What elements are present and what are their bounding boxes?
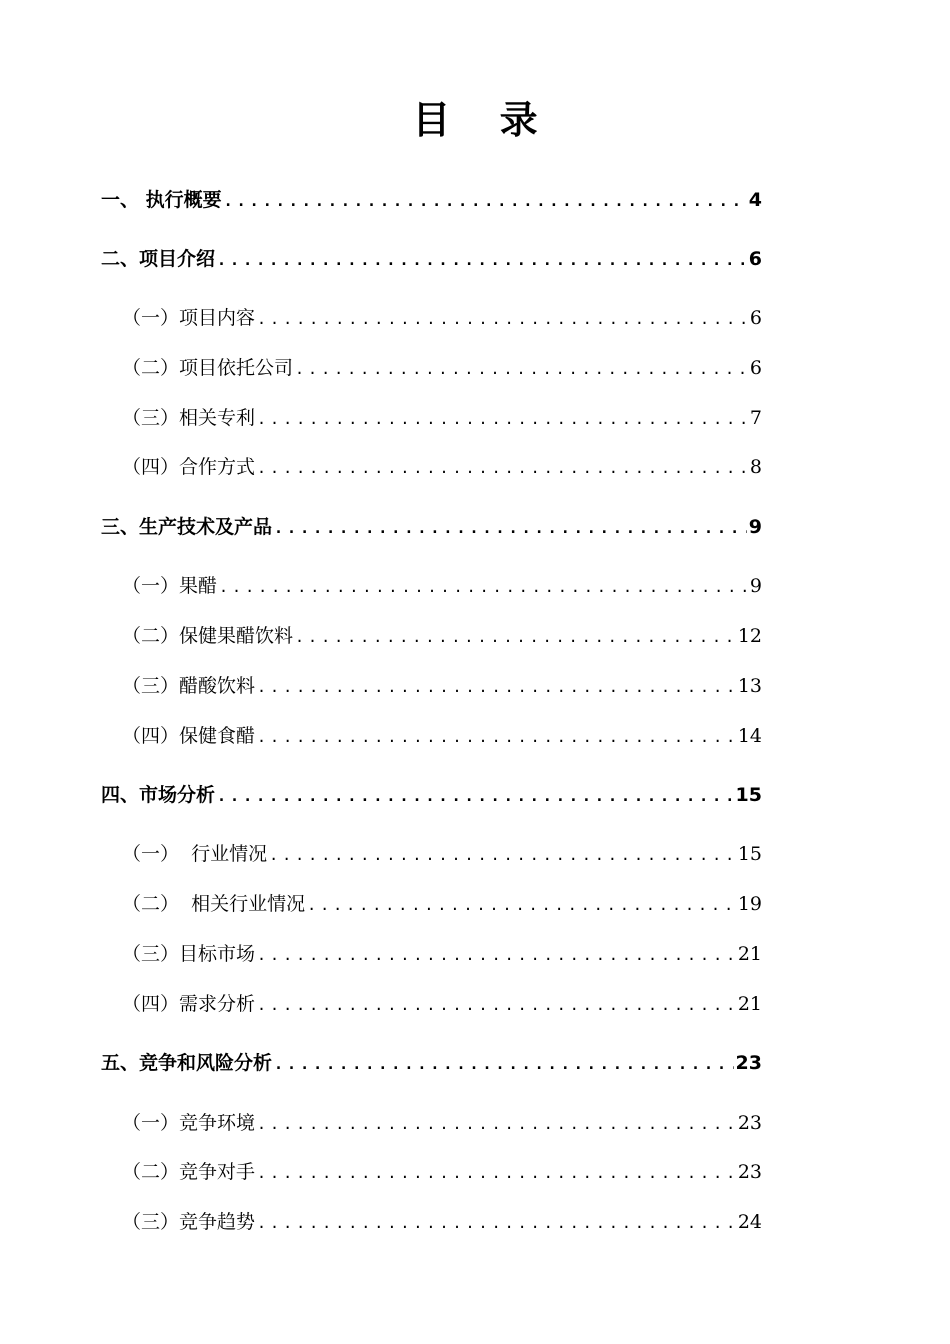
toc-page-number: 15 — [735, 784, 762, 806]
toc-dot-leader — [257, 1109, 736, 1139]
toc-page-number: 9 — [749, 575, 762, 597]
toc-page-number: 23 — [737, 1161, 762, 1183]
toc-dot-leader — [217, 781, 734, 811]
toc-entry-subsection[interactable] — [122, 621, 762, 651]
toc-entry-subsection[interactable] — [122, 889, 762, 919]
toc-entry-label: （三）竞争趋势 — [122, 1211, 256, 1233]
toc-entry-section-2[interactable] — [101, 244, 762, 274]
toc-dot-leader — [257, 722, 736, 752]
toc-dot-leader — [257, 404, 748, 434]
toc-entry-label: 三、生产技术及产品 — [101, 516, 273, 538]
toc-page-number: 23 — [737, 1112, 762, 1134]
toc-entry-label: （二）项目依托公司 — [122, 357, 294, 379]
toc-entry-label: （一）项目内容 — [122, 307, 256, 329]
toc-entry-subsection[interactable] — [122, 303, 762, 333]
toc-entry-subsection[interactable] — [122, 403, 762, 433]
toc-page-number: 15 — [737, 843, 762, 865]
toc-entry-section-1[interactable] — [101, 185, 762, 215]
toc-dot-leader — [219, 572, 748, 602]
toc-entry-label: （三）相关专利 — [122, 407, 256, 429]
toc-entry-label: 二、项目介绍 — [101, 248, 216, 270]
toc-entry-subsection[interactable] — [122, 671, 762, 701]
toc-entry-label: （四）需求分析 — [122, 993, 256, 1015]
toc-entry-label: （三）目标市场 — [122, 943, 256, 965]
toc-entry-subsection[interactable] — [122, 353, 762, 383]
toc-entry-subsection[interactable] — [122, 721, 762, 751]
toc-dot-leader — [257, 1208, 736, 1238]
toc-page-number: 9 — [748, 516, 762, 538]
toc-dot-leader — [257, 1158, 736, 1188]
toc-entry-label: （一） 行业情况 — [122, 843, 268, 865]
toc-entry-label: （一）竞争环境 — [122, 1112, 256, 1134]
toc-entry-subsection[interactable] — [122, 571, 762, 601]
toc-dot-leader — [257, 940, 736, 970]
toc-dot-leader — [257, 304, 748, 334]
toc-dot-leader — [295, 622, 736, 652]
toc-dot-leader — [269, 840, 736, 870]
toc-entry-subsection[interactable] — [122, 452, 762, 482]
toc-page-number: 8 — [749, 456, 762, 478]
toc-dot-leader — [274, 513, 747, 543]
toc-dot-leader — [257, 672, 736, 702]
toc-page-number: 24 — [737, 1211, 762, 1233]
toc-dot-leader — [217, 245, 747, 275]
toc-page-number: 6 — [748, 248, 762, 270]
toc-dot-leader — [224, 186, 747, 216]
toc-dot-leader — [307, 890, 736, 920]
toc-page-number: 14 — [737, 725, 762, 747]
toc-dot-leader — [295, 354, 748, 384]
toc-entry-label: （二）保健果醋饮料 — [122, 625, 294, 647]
toc-page-number: 21 — [737, 943, 762, 965]
toc-page-number: 4 — [748, 189, 762, 211]
toc-entry-section-4[interactable] — [101, 780, 762, 810]
toc-entry-label: （二）竞争对手 — [122, 1161, 256, 1183]
toc-page-number: 23 — [735, 1052, 762, 1074]
toc-entry-subsection[interactable] — [122, 1157, 762, 1187]
toc-page-number: 6 — [749, 357, 762, 379]
toc-entry-label: 五、竞争和风险分析 — [101, 1052, 273, 1074]
toc-entry-label: （三）醋酸饮料 — [122, 675, 256, 697]
toc-entry-label: （二） 相关行业情况 — [122, 893, 306, 915]
toc-dot-leader — [257, 453, 748, 483]
toc-page-number: 13 — [737, 675, 762, 697]
page-title: 目 录 — [412, 98, 556, 142]
toc-entry-label: 四、市场分析 — [101, 784, 216, 806]
toc-entry-subsection[interactable] — [122, 939, 762, 969]
toc-page-number: 6 — [749, 307, 762, 329]
toc-page-number: 12 — [737, 625, 762, 647]
toc-dot-leader — [274, 1049, 734, 1079]
toc-page-number: 21 — [737, 993, 762, 1015]
toc-entry-subsection[interactable] — [122, 989, 762, 1019]
toc-entry-label: （一）果醋 — [122, 575, 218, 597]
toc-page-number: 7 — [749, 407, 762, 429]
toc-entry-section-5[interactable] — [101, 1048, 762, 1078]
toc-entry-label: 一、 执行概要 — [101, 189, 222, 211]
toc-entry-subsection[interactable] — [122, 1207, 762, 1237]
toc-entry-subsection[interactable] — [122, 1108, 762, 1138]
toc-dot-leader — [257, 990, 736, 1020]
toc-entry-section-3[interactable] — [101, 512, 762, 542]
toc-entry-label: （四）合作方式 — [122, 456, 256, 478]
toc-page-number: 19 — [737, 893, 762, 915]
toc-entry-subsection[interactable] — [122, 839, 762, 869]
toc-entry-label: （四）保健食醋 — [122, 725, 256, 747]
